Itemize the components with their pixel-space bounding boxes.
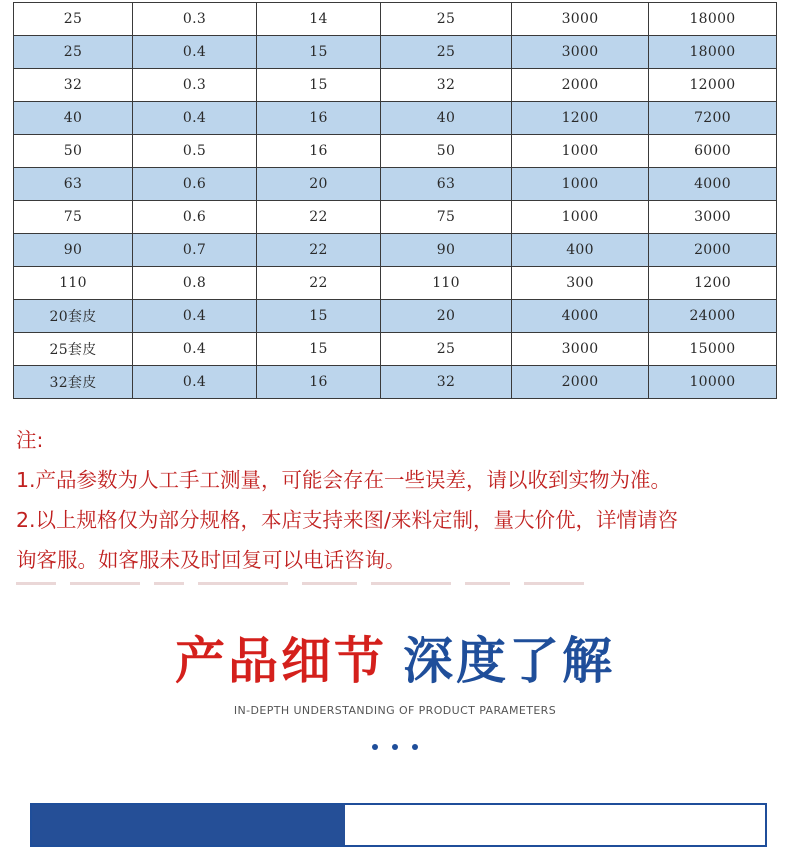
table-cell: 90 (14, 234, 133, 267)
table-row (14, 36, 777, 69)
table-cell: 25 (381, 3, 512, 36)
faded-decoration (16, 582, 616, 588)
table-cell: 4000 (512, 300, 649, 333)
table-cell: 2000 (649, 234, 777, 267)
table-cell: 3000 (512, 333, 649, 366)
detail-panel-tab (32, 805, 345, 845)
table-cell: 3000 (649, 201, 777, 234)
section-title-blue: 深度了解 (403, 632, 615, 690)
table-row (14, 333, 777, 366)
table-cell: 15 (257, 333, 381, 366)
table-cell: 25 (381, 36, 512, 69)
table-cell: 75 (14, 201, 133, 234)
section-title-red: 产品细节 (175, 632, 387, 690)
table-cell: 16 (257, 366, 381, 399)
dot-icon (372, 744, 378, 750)
dot-icon (412, 744, 418, 750)
table-cell: 16 (257, 102, 381, 135)
table-cell: 40 (381, 102, 512, 135)
table-cell: 0.7 (133, 234, 257, 267)
section-title (0, 626, 790, 696)
table-cell: 0.3 (133, 3, 257, 36)
table-cell: 25 (14, 36, 133, 69)
table-cell: 22 (257, 267, 381, 300)
note-line-2b: 询客服。如客服未及时回复可以电话咨询。 (16, 548, 406, 572)
note-line-2a: 2.以上规格仅为部分规格，本店支持来图/来料定制，量大价优，详情请咨 (16, 508, 678, 532)
table-cell: 20套皮 (14, 300, 133, 333)
table-cell: 20 (257, 168, 381, 201)
table-row (14, 300, 777, 333)
table-cell: 1000 (512, 135, 649, 168)
table-cell: 3000 (512, 36, 649, 69)
table-cell: 2000 (512, 366, 649, 399)
table-cell: 14 (257, 3, 381, 36)
section-subtitle: IN-DEPTH UNDERSTANDING OF PRODUCT PARAMETERS (233, 704, 557, 717)
table-cell: 24000 (649, 300, 777, 333)
table-cell: 0.4 (133, 36, 257, 69)
table-cell: 7200 (649, 102, 777, 135)
table-cell: 32套皮 (14, 366, 133, 399)
table-cell: 22 (257, 234, 381, 267)
table-cell: 32 (381, 69, 512, 102)
note-line-1: 1.产品参数为人工手工测量，可能会存在一些误差，请以收到实物为准。 (16, 468, 672, 492)
table-cell: 110 (381, 267, 512, 300)
table-cell: 3000 (512, 3, 649, 36)
table-cell: 18000 (649, 3, 777, 36)
spec-table (13, 2, 777, 399)
table-cell: 0.8 (133, 267, 257, 300)
table-cell: 25 (381, 333, 512, 366)
table-row (14, 102, 777, 135)
table-cell: 20 (381, 300, 512, 333)
table-cell: 25 (14, 3, 133, 36)
table-cell: 4000 (649, 168, 777, 201)
notes-heading: 注: (16, 428, 44, 452)
detail-panel (30, 803, 767, 847)
table-cell: 1000 (512, 201, 649, 234)
notes-section (16, 420, 776, 580)
section-dots (0, 735, 790, 743)
table-cell: 0.5 (133, 135, 257, 168)
table-cell: 0.4 (133, 333, 257, 366)
table-row (14, 168, 777, 201)
table-row (14, 135, 777, 168)
table-cell: 63 (14, 168, 133, 201)
table-cell: 90 (381, 234, 512, 267)
table-cell: 50 (381, 135, 512, 168)
table-row (14, 3, 777, 36)
table-cell: 2000 (512, 69, 649, 102)
table-cell: 63 (381, 168, 512, 201)
table-row (14, 69, 777, 102)
table-cell: 12000 (649, 69, 777, 102)
table-cell: 0.4 (133, 102, 257, 135)
table-cell: 25套皮 (14, 333, 133, 366)
table-row (14, 366, 777, 399)
table-cell: 18000 (649, 36, 777, 69)
table-cell: 10000 (649, 366, 777, 399)
table-cell: 22 (257, 201, 381, 234)
table-cell: 300 (512, 267, 649, 300)
table-cell: 1200 (512, 102, 649, 135)
table-cell: 0.6 (133, 168, 257, 201)
table-cell: 1200 (649, 267, 777, 300)
table-cell: 0.6 (133, 201, 257, 234)
table-cell: 0.3 (133, 69, 257, 102)
table-cell: 110 (14, 267, 133, 300)
table-row (14, 267, 777, 300)
table-cell: 0.4 (133, 300, 257, 333)
table-cell: 50 (14, 135, 133, 168)
table-cell: 15000 (649, 333, 777, 366)
table-cell: 75 (381, 201, 512, 234)
table-cell: 16 (257, 135, 381, 168)
table-cell: 400 (512, 234, 649, 267)
table-row (14, 234, 777, 267)
table-cell: 15 (257, 69, 381, 102)
table-cell: 15 (257, 300, 381, 333)
table-cell: 0.4 (133, 366, 257, 399)
table-cell: 6000 (649, 135, 777, 168)
table-cell: 15 (257, 36, 381, 69)
table-row (14, 201, 777, 234)
spec-table-body (14, 3, 777, 399)
table-cell: 32 (14, 69, 133, 102)
table-cell: 1000 (512, 168, 649, 201)
table-cell: 32 (381, 366, 512, 399)
dot-icon (392, 744, 398, 750)
table-cell: 40 (14, 102, 133, 135)
